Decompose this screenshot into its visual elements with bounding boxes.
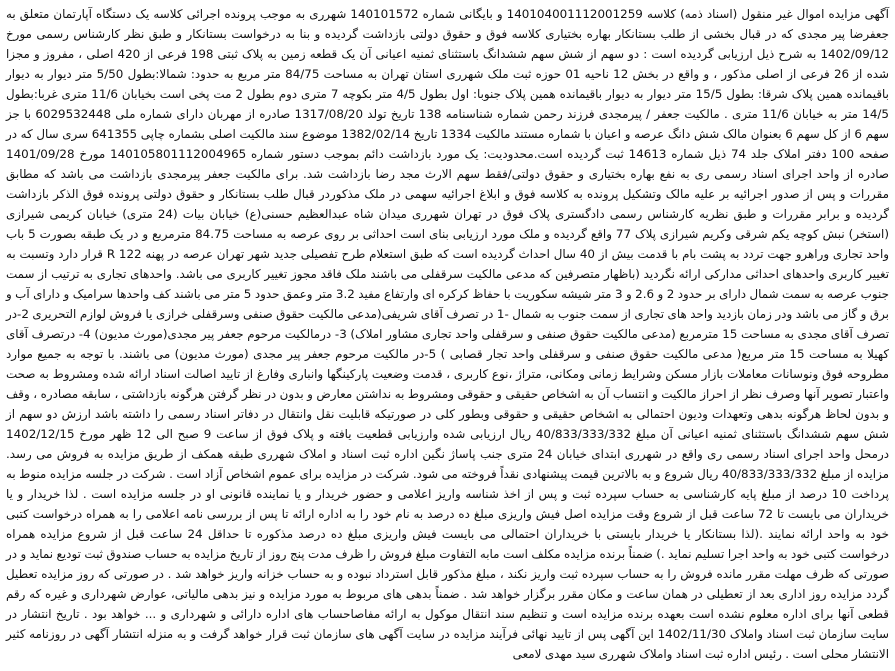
notice-body: آگهی مزایده اموال غیر منقول (اسناد ذمه) کلاسه 140104001112001259 و بایگانی شماره 140101572 شهرری به موجب پرونده اجرائی کلاسه یک دستگاه آپارتمان متعلق به جعفرضا پیر مجدی که در قبال بخشی از طلب بستانکار بهاره بختیاری کلاسه فوق و حقوق دولتی بازداشت گردیده و بنا به درخواست بستانکار و طبق نظر کارشناس رسمی مورخ 1402/09/12 به شرح ذیل ارزیابی گردیده است : دو سهم از شش سهم ششدانگ باستثنای ثمنیه اعیانی آن یک قطعه زمین به پلاک ثبتی 198 فرعی از 420 اصلی ، مفروز و مجزا شده از 26 فرعی از اصلی مذکور ، و واقع در بخش 12 ناحیه 01 حوزه ثبت ملک شهرری استان تهران به مساحت 84/75 متر مربع به حدود: شمالا:بطول 5/50 متر دیوار به دیوار باقیمانده همین پلاک شرقا: بطول 15/5 متر دیوار به دیوار باقیمانده همین پلاک جنوبا: اول بطول 4/5 متر بکوچه 7 متری دوم بطول 2 مت پخی است بخیابان 11/6 متری غربا:بطول 14/5 متر به خیابان 11/6 متری . مالکیت جعفر / پیرمجدی فرزند رحمن شماره شناسنامه 138 تاریخ تولد 1317/08/20 صادره از مهربان دارای شماره ملی 6029532448 با جز سهم 6 از کل سهم 6 بعنوان مالک شش دانگ عرصه و اعیان با شماره مستند مالکیت 1334 تاریخ 1382/02/14 موضوع سند مالکیت اصلی بشماره چاپی 641355 سری سال که در صفحه 100 دفتر املاک جلد 74 ذیل شماره 14613 ثبت گردیده است.محدودیت: یک مورد بازداشت دائم بموجب دستور شماره 140105801112004965 مورخ 1401/09/28 صادره از واحد اجرای اسناد رسمی ری به نفع بهاره بختیاری و حقوق دولتی/فقط سهم الارث مجد رضا بازداشت شد. برای مالکیت جعفر پیرمجدی بازداشت می باشد که مطابق مقررات و پس از صدور اجرائیه بر علیه مالک وتشکیل پرونده به کلاسه فوق و ابلاغ اجرائیه سهمی در ملک مذکوردر قبال طلب بستانکار و حقوق دولتی پرونده فوق الذکر بازداشت گردیده و برابر مقررات و طبق نظریه کارشناس رسمی دادگستری پلاک فوق در تهران شهرری میدان شاه عبدالعظیم حسنی(ع) خیابان بیات (24 متری) خیابان کریمی شیرازی (استخر) نبش کوچه یکم شرقی وکریم شیرازی پلاک 77 واقع گردیده و ملک مورد ارزیابی بنای است احداثی بر روی عرصه به مساحت 84.75 مترمربع و در یک طبقه بصورت 5 باب واحد تجاری وراهرو جهت تردد به پشت بام با قدمت بیش از 40 سال احداث گردیده است که طبق استعلام طرح تفصیلی جدید شهر تهران عرصه در پهنه R 122 قرار دارد وتسبت به تغییر کاربری واحدهای احداثی مدارکی ارائه نگردید (باظهار متصرفین که مدعی مالکیت سرقفلی می باشند ملک فاقد مجوز تغییر کاربری می باشد. واحدهای تجاری به ترتیب از سمت جنوب عرصه به سمت شمال دارای بر حدود 2 و 2.6 و 3 متر شیشه سکوریت با حفاظ کرکره ای وارتفاع مفید 3.2 متر وعمق حدود 5 متر می باشند کف واحدها سرامیک و دارای آب و برق و گاز می باشد ودر زمان بازدید واحد های تجاری از سمت جنوب به شمال -1 در تصرف آقای شریفی(مدعی مالکیت حقوق صنفی وسرقفلی خرازی یا فروش لوازم التحریری 2-در تصرف آقای مجدی به مساحت 15 مترمربع (مدعی مالکیت حقوق صنفی و سرقفلی واحد تجاری مشاور املاک) 3- درمالکیت مرحوم جعفر پیر مجدی(مورث مدیون) 4- درتصرف آقای کهیلا به مساحت 15 متر مربع( مدعی مالکیت حقوق صنفی و سرقفلی واحد تجار قصابی ) 5-در مالکیت مرحوم جعفر پیر مجدی (مورث مدیون) می باشند. با توجه به جمیع موارد مطروحه فوق ونوسانات معاملات بازار مسکن وشرایط زمانی ومکانی، متراژ ،نوع کاربری ، قدمت وضعیت پارکینگها وانباری وفارغ از تایید اصالت اسناد ارائه شده ومشروط به صحت واعتبار تصویر آنها وصرف نظر از احراز مالکیت و انتساب آن به اشخاص حقیقی و حقوقی ومشروط به نداشتن معارض و بدون در نظر گرفتن هرگونه بازداشتی ، سابقه مصادره ، وقف و بدون لحاظ هرگونه بدهی وتعهدات ودیون احتمالی به اشخاص حقیقی و حقوقی وبطور کلی در صورتیکه قابلیت نقل وانتقال در دفاتر اسناد رسمی را داشته باشد ارزش دو سهم از شش سهم ششدانگ باستثنای ثمنیه اعیانی آن مبلغ 40/833/333/332 ریال ارزیابی شده وارزیابی قطعیت یافته و پلاک فوق از ساعت 9 صبح الی 12 ظهر مورخ 1402/12/15 درمحل واحد اجرای اسناد رسمی ری واقع در شهرری ابتدای خیابان 24 متری جنب پاساژ نگین اداره ثبت اسناد و املاک شهرری طبقه همکف از طریق مزایده به فروش می رسد. مزایده از مبلغ 40/833/333/332 ریال شروع و به بالاترین قیمت پیشنهادی نقداً فروخته می شود. شرکت در مزایده برای عموم اشخاص آزاد است . شرکت در جلسه مزایده منوط به پرداخت 10 درصد از مبلغ پایه کارشناسی به حساب سپرده ثبت و پس از اخذ شناسه واریز اعلامی و حضور خریدار و یا نماینده قانونی او در جلسه مزایده است . لذا خریدار و یا خریداران می بایست تا 72 ساعت قبل از شروع وقت مزایده اصل فیش واریزی مبلغ ده درصد به نام خود را به اداره ارائه تا پس از بررسی نامه اعلامی را به همراه درخواست کتبی خود به واحد ارائه نمایند .(لذا بستانکار یا خریدار بایستی با خریداران احتمالی می بایست فیش واریزی مبلغ ده درصد مذکوره تا حداقل 24 ساعت قبل از شروع مزایده همراه درخواست کتبی خود به واحد اجرا تسلیم نماید .) ضمناً برنده مزایده مکلف است مابه التفاوت مبلغ فروش را ظرف مدت پنج روز از تاریخ مزایده به حساب صندوق ثبت تودیع نماید و در صورتی که ظرف مهلت مقرر مانده فروش را به حساب سپرده ثبت واریز نکند ، مبلغ مذکور قابل استرداد نبوده و به حساب خزانه واریز خواهد شد . در صورتی که روز مزایده تعطیل گردد مزایده روز اداری بعد از تعطیلی در همان ساعت و مکان مقرر برگزار خواهد شد . ضمناً بدهی های مربوط به مورد مزایده و نیز بدهی مالیاتی، عوارض شهرداری و غیره که رقم قطعی آنها برای اداره معلوم نشده است بعهده برنده مزایده است و تنظیم سند انتقال موکول به ارائه مفاصاحساب های اداره دارائی و شهرداری و ... خواهد بود . تاریخ انتشار در سایت سازمان ثبت اسناد واملاک 1402/11/30 این آگهی پس از تایید نهائی فرآیند مزایده در سایت آگهی های سازمان ثبت قرار خواهد گرفت و به منزله انتشار آگهی در روزنامه کثیر الانتشار محلی است . رئیس اداره ثبت اسناد واملاک شهرری سید مهدی لامعی bbox=[6, 7, 890, 661]
